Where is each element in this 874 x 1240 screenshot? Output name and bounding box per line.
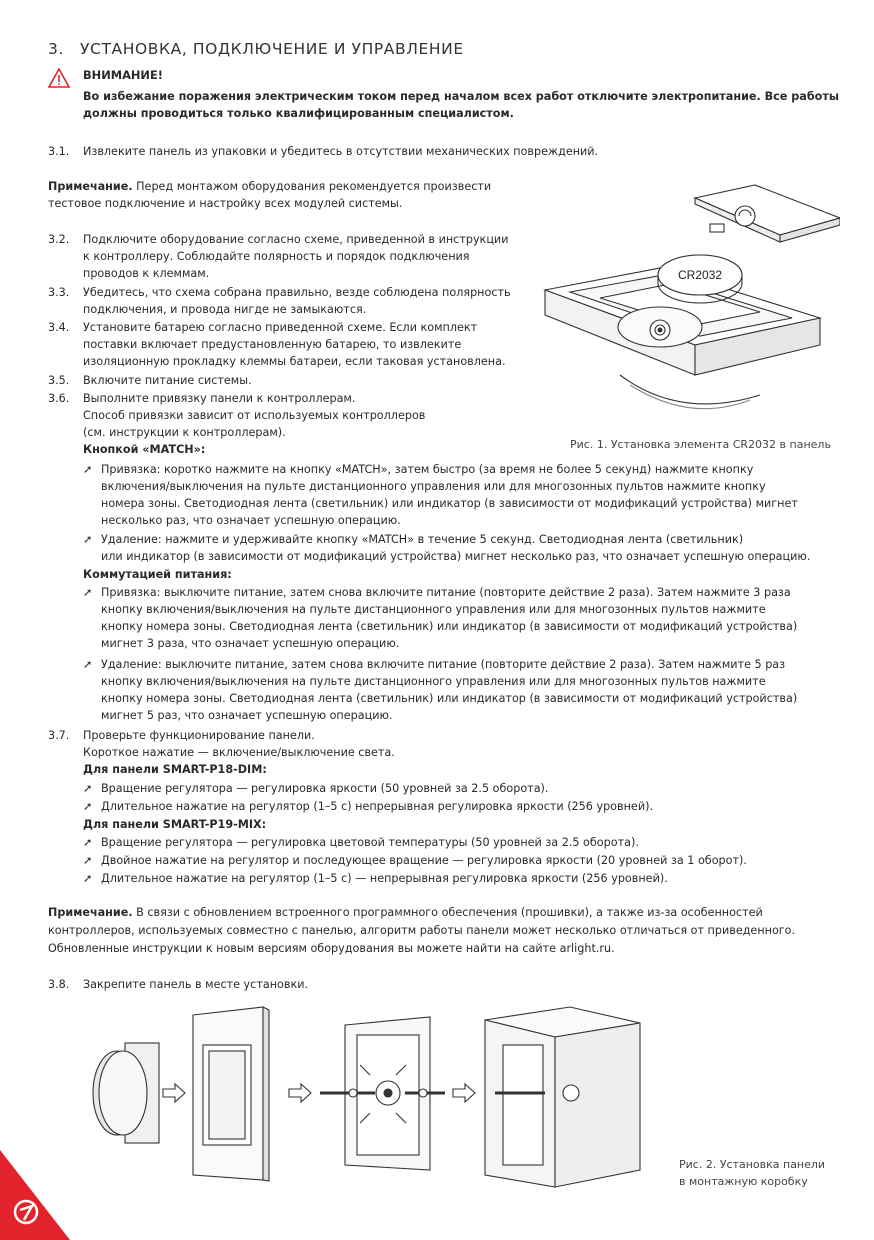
bullet-line: кнопку номера зоны. Светодиодная лента (светильник) или индикатор (в зависимости от модификаций устройства)	[101, 692, 798, 705]
arrow-icon: ➚	[83, 854, 93, 867]
step-number: 3.3.	[48, 286, 70, 299]
bullet-line: Удаление: нажмите и удерживайте кнопку «MATCH» в течение 5 секунд. Светодиодная лента (светильник)	[101, 533, 744, 546]
step-line: Убедитесь, что схема собрана правильно, везде соблюдена полярность	[83, 286, 511, 299]
bullet-line: Вращение регулятора — регулировка цветовой температуры (50 уровней за 2.5 оборота).	[101, 836, 639, 849]
step-line: подключения, и провода нигде не замыкаются.	[83, 303, 367, 316]
step-number: 3.5.	[48, 374, 70, 387]
step-3-6-text	[83, 390, 543, 458]
step-3-4-text	[83, 319, 553, 370]
step-3-3-text	[83, 284, 543, 318]
step-text: Извлеките панель из упаковки и убедитесь в отсутствии механических повреждений.	[83, 145, 599, 158]
bullet-line: Вращение регулятора — регулировка яркости (50 уровней за 2.5 оборота).	[101, 782, 549, 795]
section-title-text: УСТАНОВКА, ПОДКЛЮЧЕНИЕ И УПРАВЛЕНИЕ	[80, 40, 464, 58]
bullet-line: включения/выключения на пульте дистанционного управления или для многозонных пультов нажмите кнопку	[101, 480, 766, 493]
note-2	[48, 904, 838, 958]
arrow-icon: ➚	[83, 658, 93, 671]
arrow-icon: ➚	[83, 586, 93, 599]
bullet-line: Длительное нажатие на регулятор (1–5 с) непрерывная регулировка яркости (256 уровней).	[101, 800, 654, 813]
caption-line: Рис. 2. Установка панели	[679, 1158, 826, 1171]
section-number: 3.	[48, 40, 64, 58]
step-line: Установите батарею согласно приведенной схеме. Если комплект	[83, 321, 478, 334]
figure-2-mounting-sequence	[75, 1005, 665, 1190]
step-line: Короткое нажатие — включение/выключение света.	[83, 746, 395, 759]
step-line: (см. инструкции к контроллерам).	[83, 426, 286, 439]
arrow-icon: ➚	[83, 782, 93, 795]
bullet-line: номера зоны. Светодиодная лента (светильник) или индикатор (в зависимости от модификаций устройства) мигнет	[101, 497, 798, 510]
bullet-line: Длительное нажатие на регулятор (1–5 с) — непрерывная регулировка яркости (256 уровней).	[101, 872, 668, 885]
subheading-dim: Для панели SMART-P18-DIM:	[83, 763, 267, 776]
note-text: В связи с обновлением встроенного программного обеспечения (прошивки), а также из-за особенностей	[132, 906, 763, 919]
bullet-line: мигнет 5 раз, что означает успешную операцию.	[101, 709, 393, 722]
arrow-icon: ➚	[83, 533, 93, 546]
note-text: тестовое подключение и настройку всех модулей системы.	[48, 197, 403, 210]
bullet-line: Двойное нажатие на регулятор и последующее вращение — регулировка яркости (20 уровней за 1 оборот).	[101, 854, 747, 867]
step-number: 3.2.	[48, 233, 70, 246]
battery-label: CR2032	[677, 268, 723, 282]
arrow-icon: ➚	[83, 463, 93, 476]
warning-heading: ВНИМАНИЕ!	[83, 68, 163, 82]
step-3-7-text	[83, 727, 395, 778]
step-line: проводов к клеммам.	[83, 267, 210, 280]
step-number: 3.6.	[48, 392, 70, 405]
bullet-line: Привязка: коротко нажмите на кнопку «MATCH», затем быстро (за время не более 5 секунд) нажмите кнопку	[101, 463, 754, 476]
step-line: Выполните привязку панели к контроллерам.	[83, 392, 356, 405]
note-text: контроллеров, используемых совместно с панелью, алгоритм работы панели может несколько отличаться от приведенного.	[48, 924, 796, 937]
bullet-line: или индикатор (в зависимости от модификаций устройства) мигнет несколько раз, что означает успешную операцию.	[101, 550, 811, 563]
warning-line: Во избежание поражения электрическим током перед началом всех работ отключите электропитание. Все работы	[83, 90, 839, 103]
arrow-icon: ➚	[83, 836, 93, 849]
step-3-2-text	[83, 231, 543, 282]
step-number: 3.1.	[48, 145, 70, 158]
warning-line: должны проводиться только квалифицированным специалистом.	[83, 107, 514, 120]
step-line: Подключите оборудование согласно схеме, приведенной в инструкции	[83, 233, 509, 246]
section-title	[48, 40, 464, 58]
arrow-icon: ➚	[83, 800, 93, 813]
step-number: 3.8.	[48, 978, 70, 991]
figure-1-battery-install	[540, 180, 840, 430]
warning-text	[83, 88, 843, 122]
step-line: Способ привязки зависит от используемых контроллеров	[83, 409, 426, 422]
caption-line: в монтажную коробку	[679, 1175, 808, 1188]
bullet-line: мигнет 3 раза, что означает успешную операцию.	[101, 637, 400, 650]
brand-logo-corner	[0, 1150, 80, 1240]
frame-drawing	[193, 1007, 269, 1181]
figure-1-caption: Рис. 1. Установка элемента CR2032 в панель	[570, 438, 831, 451]
bullet-line: несколько раз, что означает успешную операцию.	[101, 514, 401, 527]
subheading-power: Коммутацией питания:	[83, 568, 232, 581]
subheading-match: Кнопкой «MATCH»:	[83, 443, 206, 456]
note-label: Примечание.	[48, 906, 133, 919]
warning-icon	[48, 68, 70, 88]
step-text: Включите питание системы.	[83, 374, 252, 387]
mounting-box-drawing	[485, 1007, 640, 1187]
step-line: поставки включает предустановленную батарею, то извлеките	[83, 338, 462, 351]
step-line: Проверьте функционирование панели.	[83, 729, 315, 742]
arrow-icon: ➚	[83, 872, 93, 885]
bullet-line: Привязка: выключите питание, затем снова включите питание (повторите действие 2 раза). Затем нажмите 3 раза	[101, 586, 791, 599]
step-number: 3.4.	[48, 321, 70, 334]
bullet-line: кнопку номера зоны. Светодиодная лента (светильник) или индикатор (в зависимости от модификаций устройства)	[101, 620, 798, 633]
step-line: к контроллеру. Соблюдайте полярность и порядок подключения	[83, 250, 470, 263]
note-text: Перед монтажом оборудования рекомендуется произвести	[132, 180, 492, 193]
step-number: 3.7.	[48, 729, 70, 742]
bullet-line: Удаление: выключите питание, затем снова включите питание (повторите действие 2 раза). Затем нажмите 5 раз	[101, 658, 786, 671]
mechanism-drawing	[320, 1017, 445, 1170]
step-text: Закрепите панель в месте установки.	[83, 978, 309, 991]
subheading-mix: Для панели SMART-P19-MIX:	[83, 818, 267, 831]
knob-drawing	[93, 1043, 159, 1143]
note-1	[48, 178, 518, 212]
bullet-line: кнопку включения/выключения на пульте дистанционного управления или для многозонных пультов нажмите	[101, 675, 766, 688]
bullet-line: кнопку включения/выключения на пульте дистанционного управления или для многозонных пультов нажмите	[101, 603, 766, 616]
note-label: Примечание.	[48, 180, 133, 193]
note-text: Обновленные инструкции к новым версиям оборудования вы можете найти на сайте arlight.ru.	[48, 942, 615, 955]
figure-2-caption	[679, 1156, 825, 1190]
step-line: изоляционную прокладку клеммы батареи, если таковая установлена.	[83, 355, 506, 368]
